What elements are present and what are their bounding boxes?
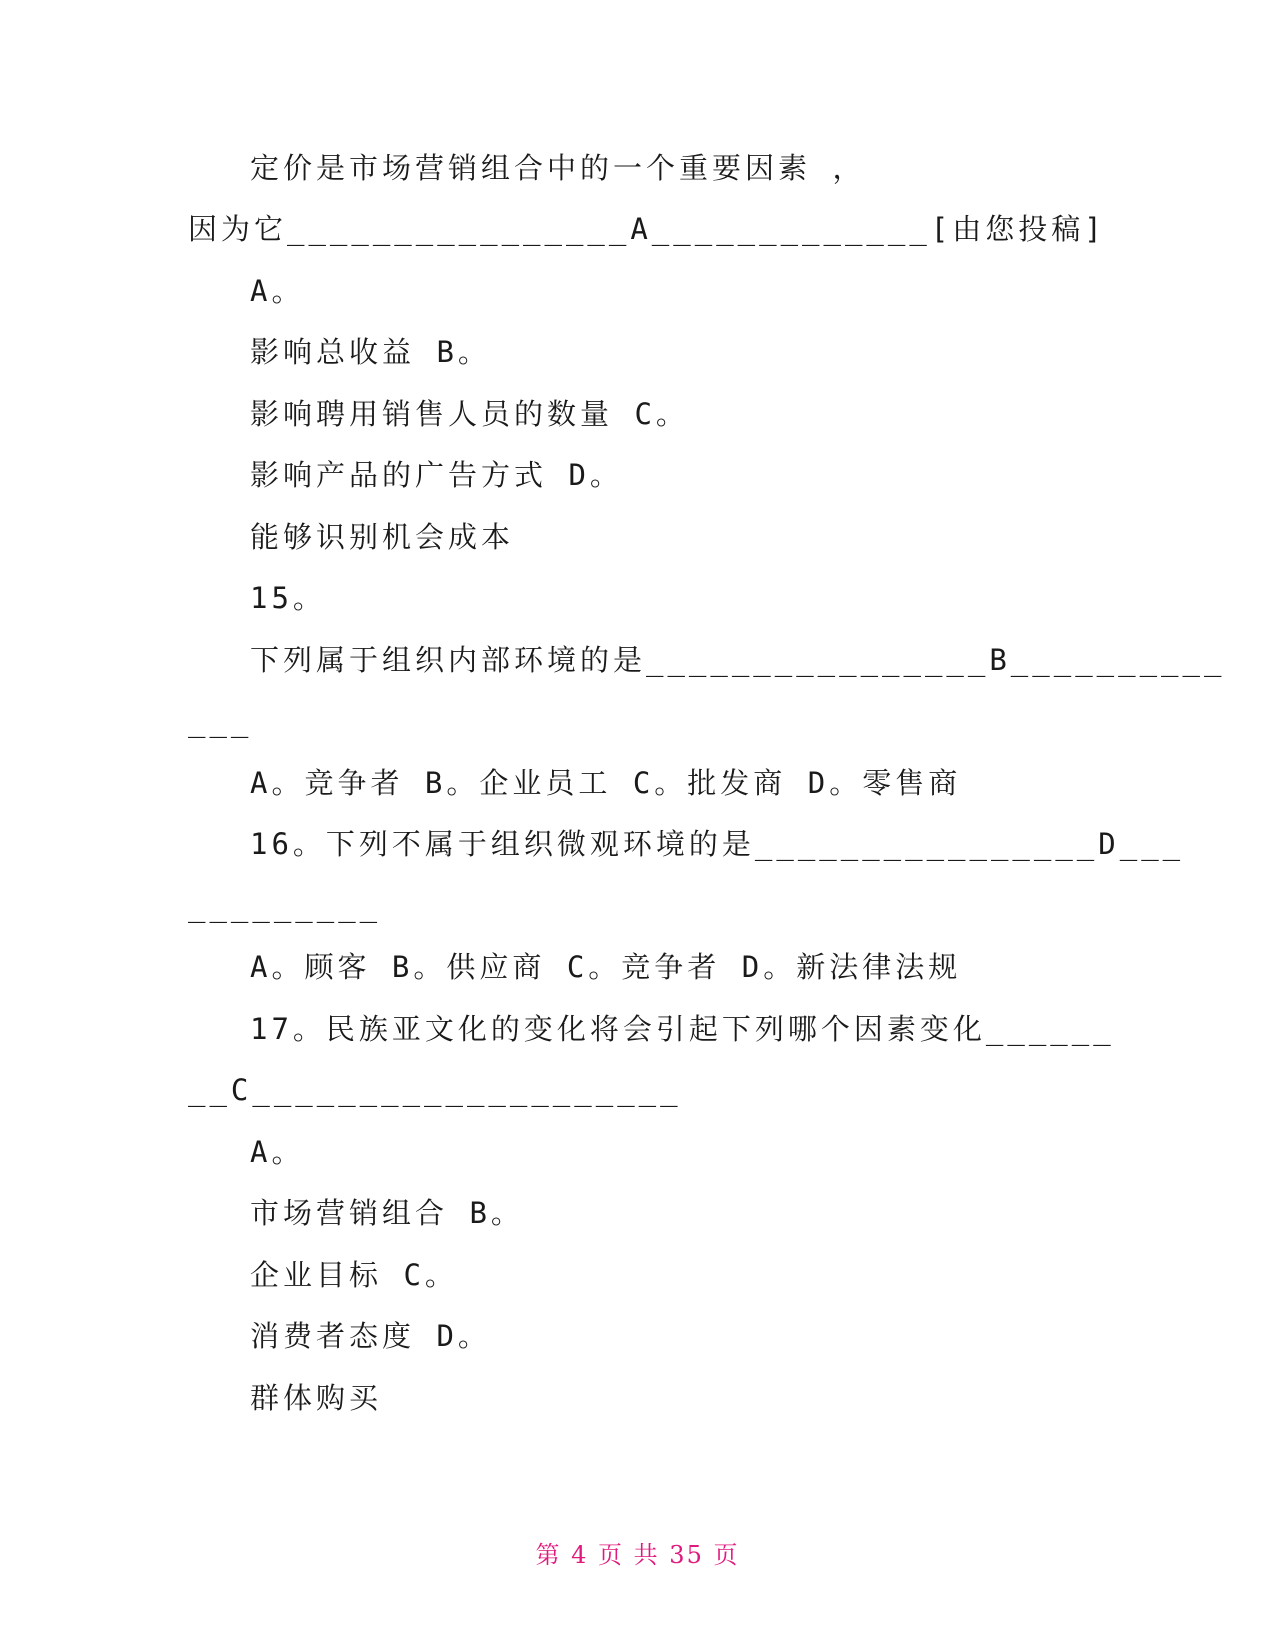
options-row: A。顾客 B。供应商 C。竞争者 D。新法律法规: [250, 950, 962, 984]
question-stem: 下列属于组织内部环境的是________________B__________: [250, 643, 1226, 677]
option-text: 影响产品的广告方式 D。: [250, 458, 623, 492]
option-text: 市场营销组合 B。: [250, 1196, 524, 1230]
answer-blank-continuation: __C____________________: [188, 1073, 682, 1107]
option-a-label: A。: [250, 1135, 305, 1169]
option-text: 企业目标 C。: [250, 1258, 458, 1292]
option-text: 影响聘用销售人员的数量 C。: [250, 397, 689, 431]
option-text: 消费者态度 D。: [250, 1319, 491, 1353]
question-stem: 定价是市场营销组合中的一个重要因素 ，: [250, 151, 866, 185]
option-a-label: A。: [250, 274, 305, 308]
answer-blank-continuation: ___: [188, 704, 253, 738]
page-footer: 第 4 页 共 35 页: [535, 1541, 740, 1569]
question-stem: 16。下列不属于组织微观环境的是________________D___: [250, 827, 1185, 861]
answer-blank-continuation: _________: [188, 889, 382, 923]
options-row: A。竞争者 B。企业员工 C。批发商 D。零售商: [250, 766, 962, 800]
option-text: 影响总收益 B。: [250, 335, 491, 369]
question-stem: 17。民族亚文化的变化将会引起下列哪个因素变化______: [250, 1012, 1115, 1046]
option-text: 群体购买: [250, 1381, 383, 1415]
question-number: 15。: [250, 581, 326, 615]
question-stem-continuation: 因为它________________A_____________[由您投稿]: [188, 212, 1106, 246]
option-text: 能够识别机会成本: [250, 520, 515, 554]
